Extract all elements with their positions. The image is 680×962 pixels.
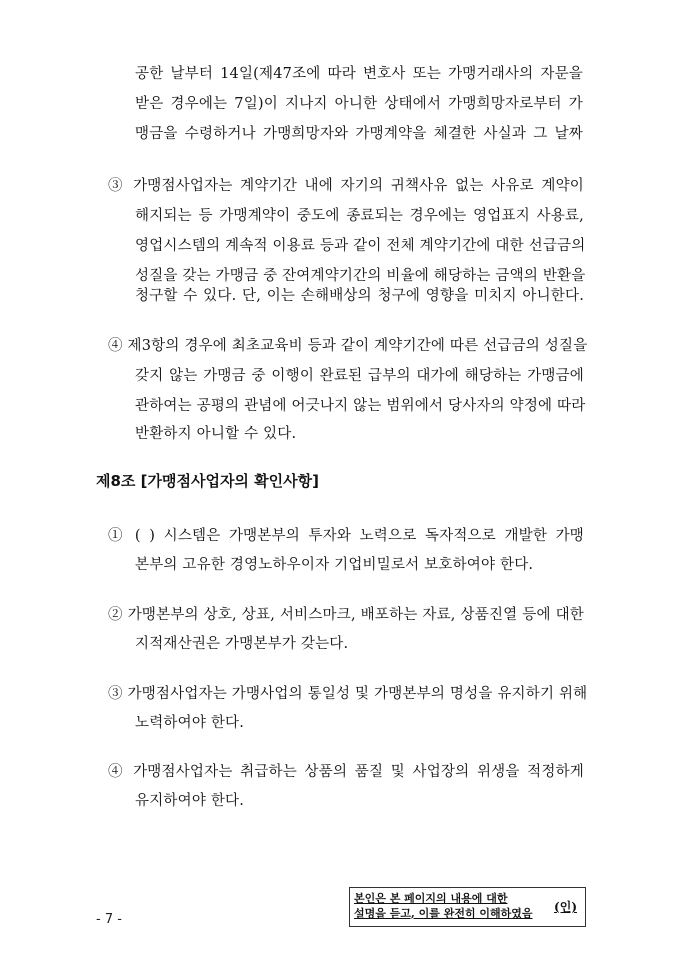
page-number: - 7 - bbox=[96, 912, 122, 927]
para4-line-2: 갖지 않는 가맹금 중 이행이 완료된 급부의 대가에 해당하는 가맹금에 bbox=[135, 368, 584, 384]
article8-item2-line-1: ② 가맹본부의 상호, 상표, 서비스마크, 배포하는 자료, 상품진열 등에 대한 bbox=[108, 607, 584, 623]
para4-line-1: ④ 제3항의 경우에 최초교육비 등과 같이 계약기간에 따른 선급금의 성질을 bbox=[108, 338, 588, 354]
continuation-line-3: 맹금을 수령하거나 가맹희망자와 가맹계약을 체결한 사실과 그 날짜 bbox=[135, 126, 583, 142]
continuation-line-2: 받은 경우에는 7일)이 지나지 아니한 상태에서 가맹희망자로부터 가 bbox=[135, 96, 583, 112]
article8-heading: 제8조 [가맹점사업자의 확인사항] bbox=[96, 472, 319, 490]
article8-item4-line-2: 유지하여야 한다. bbox=[135, 793, 245, 809]
article8-item1-line-2: 본부의 고유한 경영노하우이자 기업비밀로서 보호하여야 한다. bbox=[135, 557, 534, 573]
para3-line-4: 성질을 갖는 가맹금 중 잔여계약기간의 비율에 해당하는 금액의 반환을 bbox=[135, 268, 586, 284]
article8-item3-line-2: 노력하여야 한다. bbox=[135, 715, 245, 731]
para3-line-2: 해지되는 등 가맹계약이 중도에 종료되는 경우에는 영업표지 사용료, bbox=[135, 208, 584, 224]
seal-mark: (인) bbox=[554, 900, 577, 914]
confirmation-text bbox=[354, 891, 540, 921]
confirmation-line-2: 설명을 듣고, 이를 완전히 이해하였음 bbox=[354, 907, 533, 920]
continuation-line-1: 공한 날부터 14일(제47조에 따라 변호사 또는 가맹거래사의 자문을 bbox=[135, 66, 583, 82]
para4-line-3: 관하여는 공평의 관념에 어긋나지 않는 범위에서 당사자의 약정에 따라 bbox=[135, 398, 586, 414]
confirmation-line-1: 본인은 본 페이지의 내용에 대한 bbox=[354, 892, 508, 905]
article8-item2-line-2: 지적재산권은 가맹본부가 갖는다. bbox=[135, 636, 349, 652]
article8-item1-line-1: ① ( ) 시스템은 가맹본부의 투자와 노력으로 독자적으로 개발한 가맹 bbox=[108, 528, 584, 544]
article8-item3-line-1: ③ 가맹점사업자는 가맹사업의 통일성 및 가맹본부의 명성을 유지하기 위해 bbox=[108, 686, 588, 702]
confirmation-box bbox=[349, 887, 586, 927]
para3-line-1: ③ 가맹점사업자는 계약기간 내에 자기의 귀책사유 없는 사유로 계약이 bbox=[108, 178, 584, 194]
para4-line-4: 반환하지 아니할 수 있다. bbox=[135, 426, 297, 442]
para3-line-5: 청구할 수 있다. 단, 이는 손해배상의 청구에 영향을 미치지 아니한다. bbox=[135, 288, 584, 304]
para3-line-3: 영업시스템의 계속적 이용료 등과 같이 전체 계약기간에 대한 선급금의 bbox=[135, 238, 586, 254]
article8-item4-line-1: ④ 가맹점사업자는 취급하는 상품의 품질 및 사업장의 위생을 적정하게 bbox=[108, 764, 584, 780]
